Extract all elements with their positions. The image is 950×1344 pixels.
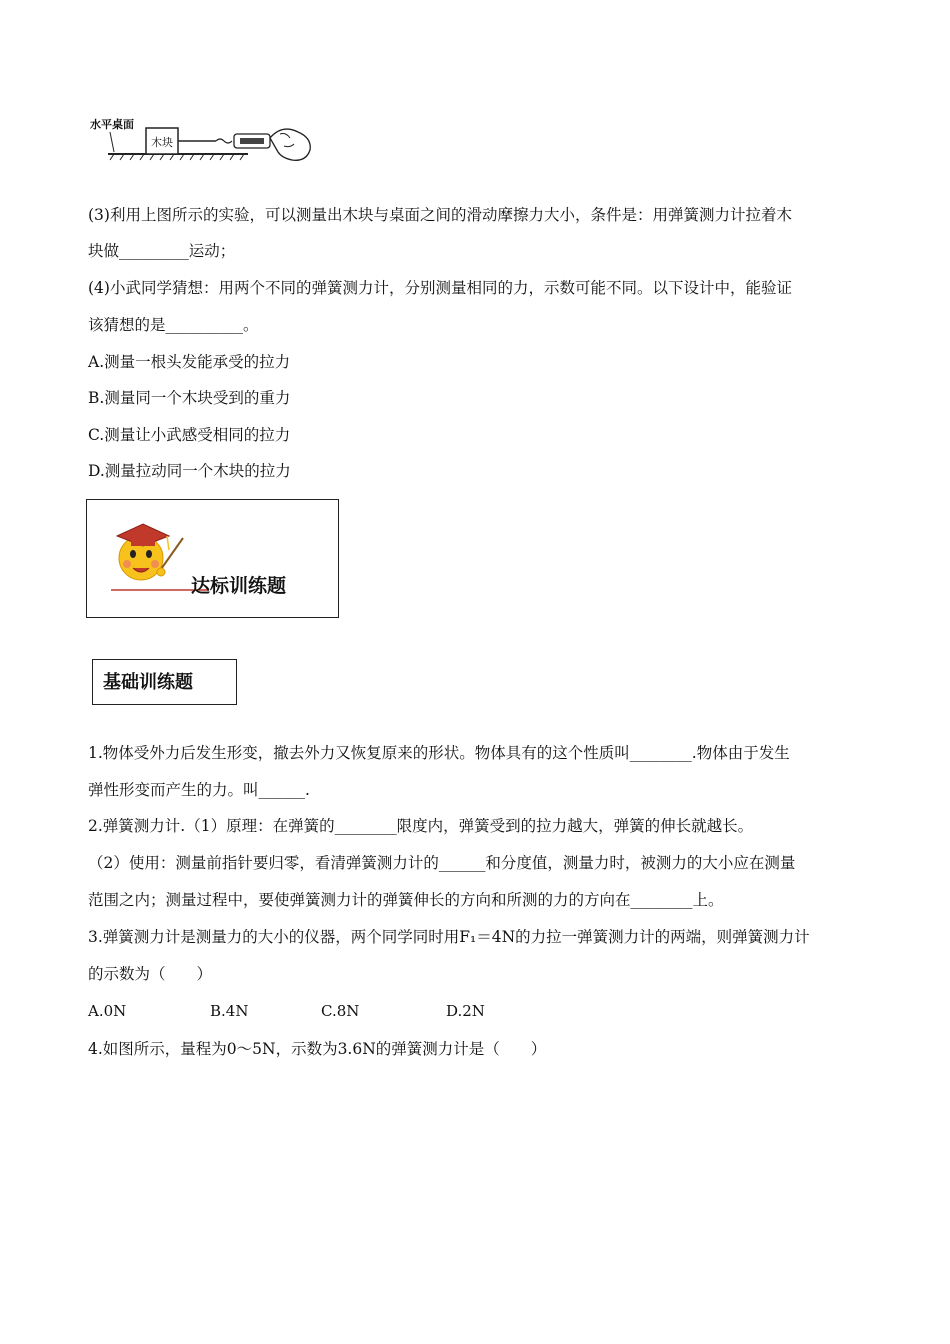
q4-line1: 4.如图所示，量程为0～5N，示数为3.6N的弹簧测力计是（ ） <box>88 1040 547 1058</box>
q3-option-d: D.2N <box>446 1002 485 1020</box>
q4-part-line2: 该猜想的是__________。 <box>88 316 259 334</box>
block-label: 木块 <box>151 136 173 149</box>
q1-line2: 弹性形变而产生的力。叫______. <box>88 781 310 799</box>
section-title: 基础训练题 <box>103 672 193 693</box>
banner-title: 达标训练题 <box>191 575 287 597</box>
q3-line2: 的示数为（ ） <box>88 965 213 983</box>
option-c: C.测量让小武感受相同的拉力 <box>88 426 291 444</box>
option-b: B.测量同一个木块受到的重力 <box>88 389 291 407</box>
q3-part-line1: (3)利用上图所示的实验，可以测量出木块与桌面之间的滑动摩擦力大小，条件是：用弹簧测力计拉着木 <box>88 206 792 224</box>
q3-line1: 3.弹簧测力计是测量力的大小的仪器，两个同学同时用F₁＝4N的力拉一弹簧测力计的两端，则弹簧测力计 <box>88 928 810 946</box>
experiment-figure <box>88 110 320 172</box>
desk-label: 水平桌面 <box>90 118 134 131</box>
option-d: D.测量拉动同一个木块的拉力 <box>88 462 291 480</box>
q4-part-line1: (4)小武同学猜想：用两个不同的弹簧测力计，分别测量相同的力，示数可能不同。以下设计中，能验证 <box>88 279 792 297</box>
q2-line3: 范围之内；测量过程中，要使弹簧测力计的弹簧伸长的方向和所测的力的方向在________上。 <box>88 891 724 909</box>
section-header <box>92 659 237 705</box>
q3-option-c: C.8N <box>321 1002 360 1020</box>
q3-option-b: B.4N <box>210 1002 249 1020</box>
q3-option-a: A.0N <box>88 1002 127 1020</box>
training-banner <box>86 499 339 618</box>
q2-line1: 2.弹簧测力计.（1）原理：在弹簧的________限度内，弹簧受到的拉力越大，弹簧的伸长就越长。 <box>88 817 754 835</box>
q2-line2: （2）使用：测量前指针要归零，看清弹簧测力计的______和分度值，测量力时，被测力的大小应在测量 <box>88 854 796 872</box>
option-a: A.测量一根头发能承受的拉力 <box>88 353 291 371</box>
q1-line1: 1.物体受外力后发生形变，撤去外力又恢复原来的形状。物体具有的这个性质叫________.物体由于发生 <box>88 744 790 762</box>
q3-part-line2: 块做_________运动； <box>88 242 236 260</box>
